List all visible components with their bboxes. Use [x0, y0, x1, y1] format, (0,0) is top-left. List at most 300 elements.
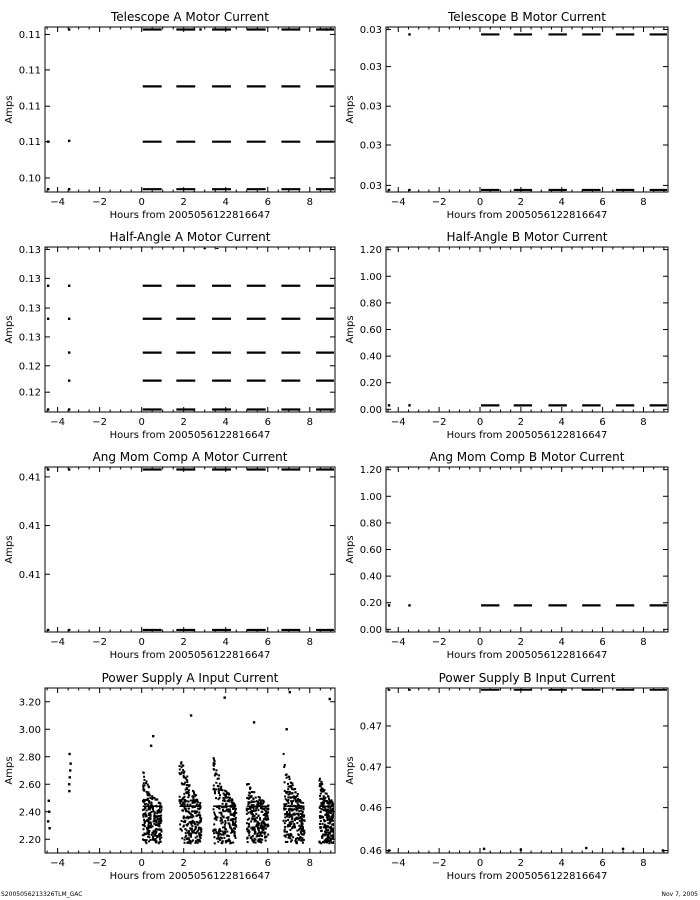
- data-point: [284, 816, 286, 818]
- x-tick-label: 4: [558, 197, 565, 208]
- x-tick-label: 2: [517, 637, 525, 648]
- x-tick-label: 2: [517, 858, 525, 869]
- data-point: [155, 824, 157, 826]
- data-point: [231, 813, 233, 815]
- x-tick-label: −4: [390, 417, 406, 428]
- data-point: [284, 828, 286, 830]
- data-point: [196, 821, 198, 823]
- data-point: [249, 807, 251, 809]
- y-tick-label: 0.03: [359, 62, 382, 74]
- data-point: [157, 818, 159, 820]
- x-axis-label: Hours from 2005056122816647: [109, 650, 271, 661]
- data-point: [184, 799, 186, 801]
- data-point: [324, 798, 326, 800]
- data-point: [256, 807, 258, 809]
- data-point: [232, 824, 234, 826]
- data-point: [253, 809, 255, 811]
- data-point: [153, 830, 155, 832]
- data-point: [213, 823, 215, 825]
- data-point: [264, 818, 266, 820]
- y-tick-label: 0.03: [359, 140, 382, 152]
- data-point: [190, 714, 192, 716]
- data-point: [289, 811, 291, 813]
- data-point: [250, 821, 252, 823]
- data-point: [192, 802, 194, 804]
- data-point: [68, 753, 70, 755]
- data-point: [248, 794, 250, 796]
- data-point: [191, 828, 193, 830]
- y-tick-label: 3.20: [18, 697, 41, 709]
- data-point: [301, 839, 303, 841]
- data-point: [320, 826, 322, 828]
- data-point: [234, 819, 236, 821]
- data-point: [303, 833, 305, 835]
- data-point: [148, 819, 150, 821]
- x-tick-label: −4: [50, 417, 65, 428]
- data-points: [388, 688, 667, 851]
- data-point: [221, 812, 223, 814]
- data-point: [330, 842, 332, 844]
- data-point: [257, 809, 259, 811]
- chart-panel-8: [345, 671, 668, 882]
- data-point: [158, 811, 160, 813]
- data-point: [217, 835, 219, 837]
- data-point: [296, 842, 298, 844]
- data-point: [326, 802, 328, 804]
- data-point: [223, 696, 225, 698]
- data-point: [215, 772, 217, 774]
- data-point: [196, 803, 198, 805]
- x-tick-label: −2: [92, 197, 108, 208]
- data-point: [290, 782, 292, 784]
- data-point: [188, 800, 190, 802]
- data-point: [323, 809, 325, 811]
- y-tick-label: 2.80: [18, 752, 41, 764]
- data-point: [200, 831, 202, 833]
- y-tick-label: 0.47: [359, 762, 382, 774]
- data-point: [321, 787, 323, 789]
- data-point: [216, 838, 218, 840]
- data-point: [218, 792, 220, 794]
- data-point: [257, 801, 259, 803]
- data-point: [298, 829, 300, 831]
- data-point: [192, 799, 194, 801]
- x-tick-label: −2: [431, 417, 447, 428]
- chart-title: Half-Angle A Motor Current: [109, 230, 271, 244]
- data-point: [143, 776, 145, 778]
- data-point: [157, 829, 159, 831]
- data-point: [249, 788, 251, 790]
- data-point: [327, 829, 329, 831]
- data-point: [160, 834, 162, 836]
- data-point: [289, 823, 291, 825]
- data-point: [184, 782, 186, 784]
- x-tick-label: 2: [517, 417, 525, 428]
- data-point: [324, 827, 326, 829]
- x-axis-label: Hours from 2005056122816647: [109, 430, 271, 441]
- data-point: [187, 841, 189, 843]
- data-point: [148, 830, 150, 832]
- x-tick-label: 6: [599, 197, 606, 208]
- data-point: [193, 793, 195, 795]
- data-point: [227, 816, 229, 818]
- data-point: [319, 823, 321, 825]
- data-point: [186, 781, 188, 783]
- y-tick-label: 0.46: [359, 846, 382, 858]
- data-point: [185, 810, 187, 812]
- x-tick-label: 6: [599, 417, 606, 428]
- data-point: [319, 842, 321, 844]
- data-point: [199, 802, 201, 804]
- data-point: [287, 819, 289, 821]
- data-point: [265, 811, 267, 813]
- data-point: [388, 849, 390, 851]
- data-point: [195, 800, 197, 802]
- data-point: [247, 841, 249, 843]
- data-point: [287, 791, 289, 793]
- x-tick-label: −4: [50, 858, 65, 869]
- data-point: [69, 776, 71, 778]
- data-point: [287, 796, 289, 798]
- data-point: [194, 832, 196, 834]
- data-point: [154, 811, 156, 813]
- data-point: [224, 810, 226, 812]
- data-point: [247, 837, 249, 839]
- data-point: [68, 468, 70, 470]
- data-point: [218, 790, 220, 792]
- data-point: [246, 809, 248, 811]
- data-point: [188, 838, 190, 840]
- y-tick-label: 0.46: [359, 803, 382, 815]
- data-point: [320, 784, 322, 786]
- data-point: [297, 833, 299, 835]
- data-point: [147, 833, 149, 835]
- data-point: [219, 797, 221, 799]
- data-point: [233, 827, 235, 829]
- data-point: [199, 840, 201, 842]
- data-point: [248, 823, 250, 825]
- data-point: [148, 822, 150, 824]
- chart-panel-4: [345, 230, 668, 441]
- data-point: [182, 826, 184, 828]
- data-point: [223, 816, 225, 818]
- data-point: [329, 803, 331, 805]
- data-point: [267, 834, 269, 836]
- data-points: [388, 604, 667, 606]
- data-point: [302, 815, 304, 817]
- data-point: [326, 819, 328, 821]
- data-points: [388, 33, 667, 191]
- data-point: [160, 822, 162, 824]
- data-point: [388, 404, 390, 406]
- data-point: [192, 821, 194, 823]
- data-point: [297, 813, 299, 815]
- data-point: [247, 803, 249, 805]
- data-point: [285, 791, 287, 793]
- data-point: [284, 764, 286, 766]
- x-tick-label: −2: [92, 637, 108, 648]
- data-point: [296, 840, 298, 842]
- data-point: [48, 811, 50, 813]
- data-point: [234, 833, 236, 835]
- data-point: [292, 821, 294, 823]
- data-point: [235, 817, 237, 819]
- footer-filename: S2005056213326TLM_GAC: [1, 891, 83, 898]
- data-points: [47, 28, 334, 190]
- data-point: [289, 691, 291, 693]
- x-tick-label: 4: [558, 637, 565, 648]
- data-point: [324, 834, 326, 836]
- data-point: [149, 816, 151, 818]
- data-point: [146, 791, 148, 793]
- data-point: [219, 830, 221, 832]
- data-point: [328, 836, 330, 838]
- data-point: [246, 828, 248, 830]
- x-tick-label: 6: [264, 637, 271, 648]
- data-point: [143, 824, 145, 826]
- x-tick-label: 8: [640, 417, 647, 428]
- y-tick-label: 3.00: [18, 724, 41, 736]
- y-tick-label: 0.41: [18, 569, 41, 581]
- data-point: [254, 815, 256, 817]
- data-point: [218, 833, 220, 835]
- data-point: [145, 782, 147, 784]
- data-point: [148, 824, 150, 826]
- data-point: [220, 818, 222, 820]
- data-point: [299, 800, 301, 802]
- data-point: [248, 834, 250, 836]
- data-point: [216, 816, 218, 818]
- data-point: [285, 798, 287, 800]
- data-point: [222, 821, 224, 823]
- data-point: [192, 790, 194, 792]
- data-point: [150, 801, 152, 803]
- data-point: [622, 848, 624, 850]
- x-tick-label: 4: [222, 637, 229, 648]
- data-point: [68, 790, 70, 792]
- data-point: [187, 796, 189, 798]
- data-point: [232, 842, 234, 844]
- data-point: [150, 797, 152, 799]
- data-point: [285, 820, 287, 822]
- x-tick-label: 0: [476, 417, 484, 428]
- data-point: [68, 140, 70, 142]
- data-point: [298, 810, 300, 812]
- data-point: [183, 817, 185, 819]
- data-point: [299, 820, 301, 822]
- data-point: [252, 829, 254, 831]
- data-point: [225, 796, 227, 798]
- x-tick-label: 2: [180, 417, 187, 428]
- data-point: [147, 791, 149, 793]
- data-point: [148, 801, 150, 803]
- x-tick-label: 4: [558, 417, 565, 428]
- data-point: [246, 822, 248, 824]
- data-point: [219, 794, 221, 796]
- data-point: [325, 28, 327, 30]
- data-point: [298, 815, 300, 817]
- data-point: [200, 827, 202, 829]
- data-point: [151, 811, 153, 813]
- data-point: [247, 830, 249, 832]
- data-point: [227, 800, 229, 802]
- data-point: [150, 824, 152, 826]
- data-point: [220, 834, 222, 836]
- data-point: [223, 792, 225, 794]
- data-point: [251, 826, 253, 828]
- x-axis-label: Hours from 2005056122816647: [446, 430, 608, 441]
- x-axis-label: Hours from 2005056122816647: [446, 650, 608, 661]
- data-point: [156, 822, 158, 824]
- data-point: [296, 800, 298, 802]
- y-axis-label: Amps: [4, 756, 15, 785]
- data-point: [300, 807, 302, 809]
- data-point: [299, 817, 301, 819]
- y-tick-label: 0.03: [359, 180, 382, 192]
- data-point: [158, 802, 160, 804]
- data-point: [218, 774, 220, 776]
- x-tick-label: 6: [599, 637, 606, 648]
- x-tick-label: 6: [264, 197, 271, 208]
- data-point: [190, 835, 192, 837]
- data-point: [230, 842, 232, 844]
- data-point: [225, 822, 227, 824]
- data-point: [292, 836, 294, 838]
- data-point: [328, 832, 330, 834]
- data-point: [283, 753, 285, 755]
- chart-title: Ang Mom Comp A Motor Current: [92, 450, 288, 464]
- data-point: [284, 822, 286, 824]
- data-point: [222, 809, 224, 811]
- x-tick-label: 8: [306, 637, 313, 648]
- data-point: [160, 828, 162, 830]
- data-point: [196, 835, 198, 837]
- data-point: [248, 826, 250, 828]
- data-point: [330, 828, 332, 830]
- x-tick-label: 4: [558, 858, 565, 869]
- y-tick-label: 0.11: [18, 29, 41, 41]
- data-point: [47, 468, 49, 470]
- plot-frame: [386, 467, 668, 632]
- data-point: [218, 778, 220, 780]
- data-point: [215, 782, 217, 784]
- data-point: [262, 800, 264, 802]
- data-point: [196, 810, 198, 812]
- data-point: [289, 785, 291, 787]
- data-point: [259, 827, 261, 829]
- data-point: [289, 837, 291, 839]
- data-point: [47, 408, 49, 410]
- data-point: [329, 698, 331, 700]
- data-point: [328, 796, 330, 798]
- data-point: [329, 840, 331, 842]
- data-point: [255, 813, 257, 815]
- data-point: [179, 796, 181, 798]
- data-point: [296, 822, 298, 824]
- x-tick-label: −4: [50, 197, 65, 208]
- data-point: [47, 629, 49, 631]
- data-point: [253, 841, 255, 843]
- data-point: [283, 766, 285, 768]
- data-point: [286, 831, 288, 833]
- data-point: [328, 798, 330, 800]
- data-point: [189, 827, 191, 829]
- data-point: [255, 842, 257, 844]
- data-point: [298, 825, 300, 827]
- chart-panel-6: [345, 450, 668, 661]
- data-point: [154, 835, 156, 837]
- data-point: [226, 803, 228, 805]
- data-point: [158, 836, 160, 838]
- data-point: [261, 811, 263, 813]
- data-point: [224, 790, 226, 792]
- data-point: [283, 820, 285, 822]
- data-point: [323, 789, 325, 791]
- data-point: [288, 776, 290, 778]
- data-point: [47, 140, 49, 142]
- data-point: [287, 788, 289, 790]
- data-point: [254, 833, 256, 835]
- x-axis-label: Hours from 2005056122816647: [109, 210, 271, 221]
- data-point: [194, 810, 196, 812]
- data-point: [291, 827, 293, 829]
- data-point: [288, 786, 290, 788]
- y-tick-label: 0.20: [359, 598, 382, 610]
- data-point: [320, 808, 322, 810]
- y-tick-label: 0.80: [359, 298, 382, 310]
- data-point: [183, 776, 185, 778]
- data-point: [146, 827, 148, 829]
- data-point: [289, 791, 291, 793]
- data-point: [323, 803, 325, 805]
- data-point: [284, 813, 286, 815]
- data-point: [232, 808, 234, 810]
- data-point: [213, 832, 215, 834]
- data-point: [214, 791, 216, 793]
- data-point: [267, 811, 269, 813]
- data-point: [259, 799, 261, 801]
- plot-frame: [45, 247, 335, 412]
- data-point: [68, 351, 70, 353]
- x-tick-label: 2: [180, 858, 187, 869]
- data-point: [232, 822, 234, 824]
- data-point: [142, 786, 144, 788]
- x-tick-label: 0: [476, 637, 484, 648]
- y-tick-label: 0.41: [18, 472, 41, 484]
- data-point: [304, 820, 306, 822]
- data-point: [264, 814, 266, 816]
- data-point: [216, 769, 218, 771]
- data-point: [225, 841, 227, 843]
- data-point: [248, 801, 250, 803]
- data-point: [235, 821, 237, 823]
- data-point: [291, 802, 293, 804]
- data-point: [224, 826, 226, 828]
- y-tick-label: 1.20: [359, 245, 382, 257]
- data-point: [226, 817, 228, 819]
- x-tick-label: −4: [390, 637, 406, 648]
- data-point: [197, 808, 199, 810]
- data-point: [246, 784, 248, 786]
- data-point: [290, 841, 292, 843]
- data-point: [213, 785, 215, 787]
- data-point: [234, 814, 236, 816]
- data-point: [198, 814, 200, 816]
- data-point: [213, 788, 215, 790]
- chart-title: Telescope B Motor Current: [447, 10, 607, 24]
- data-point: [187, 803, 189, 805]
- x-tick-label: 0: [138, 637, 145, 648]
